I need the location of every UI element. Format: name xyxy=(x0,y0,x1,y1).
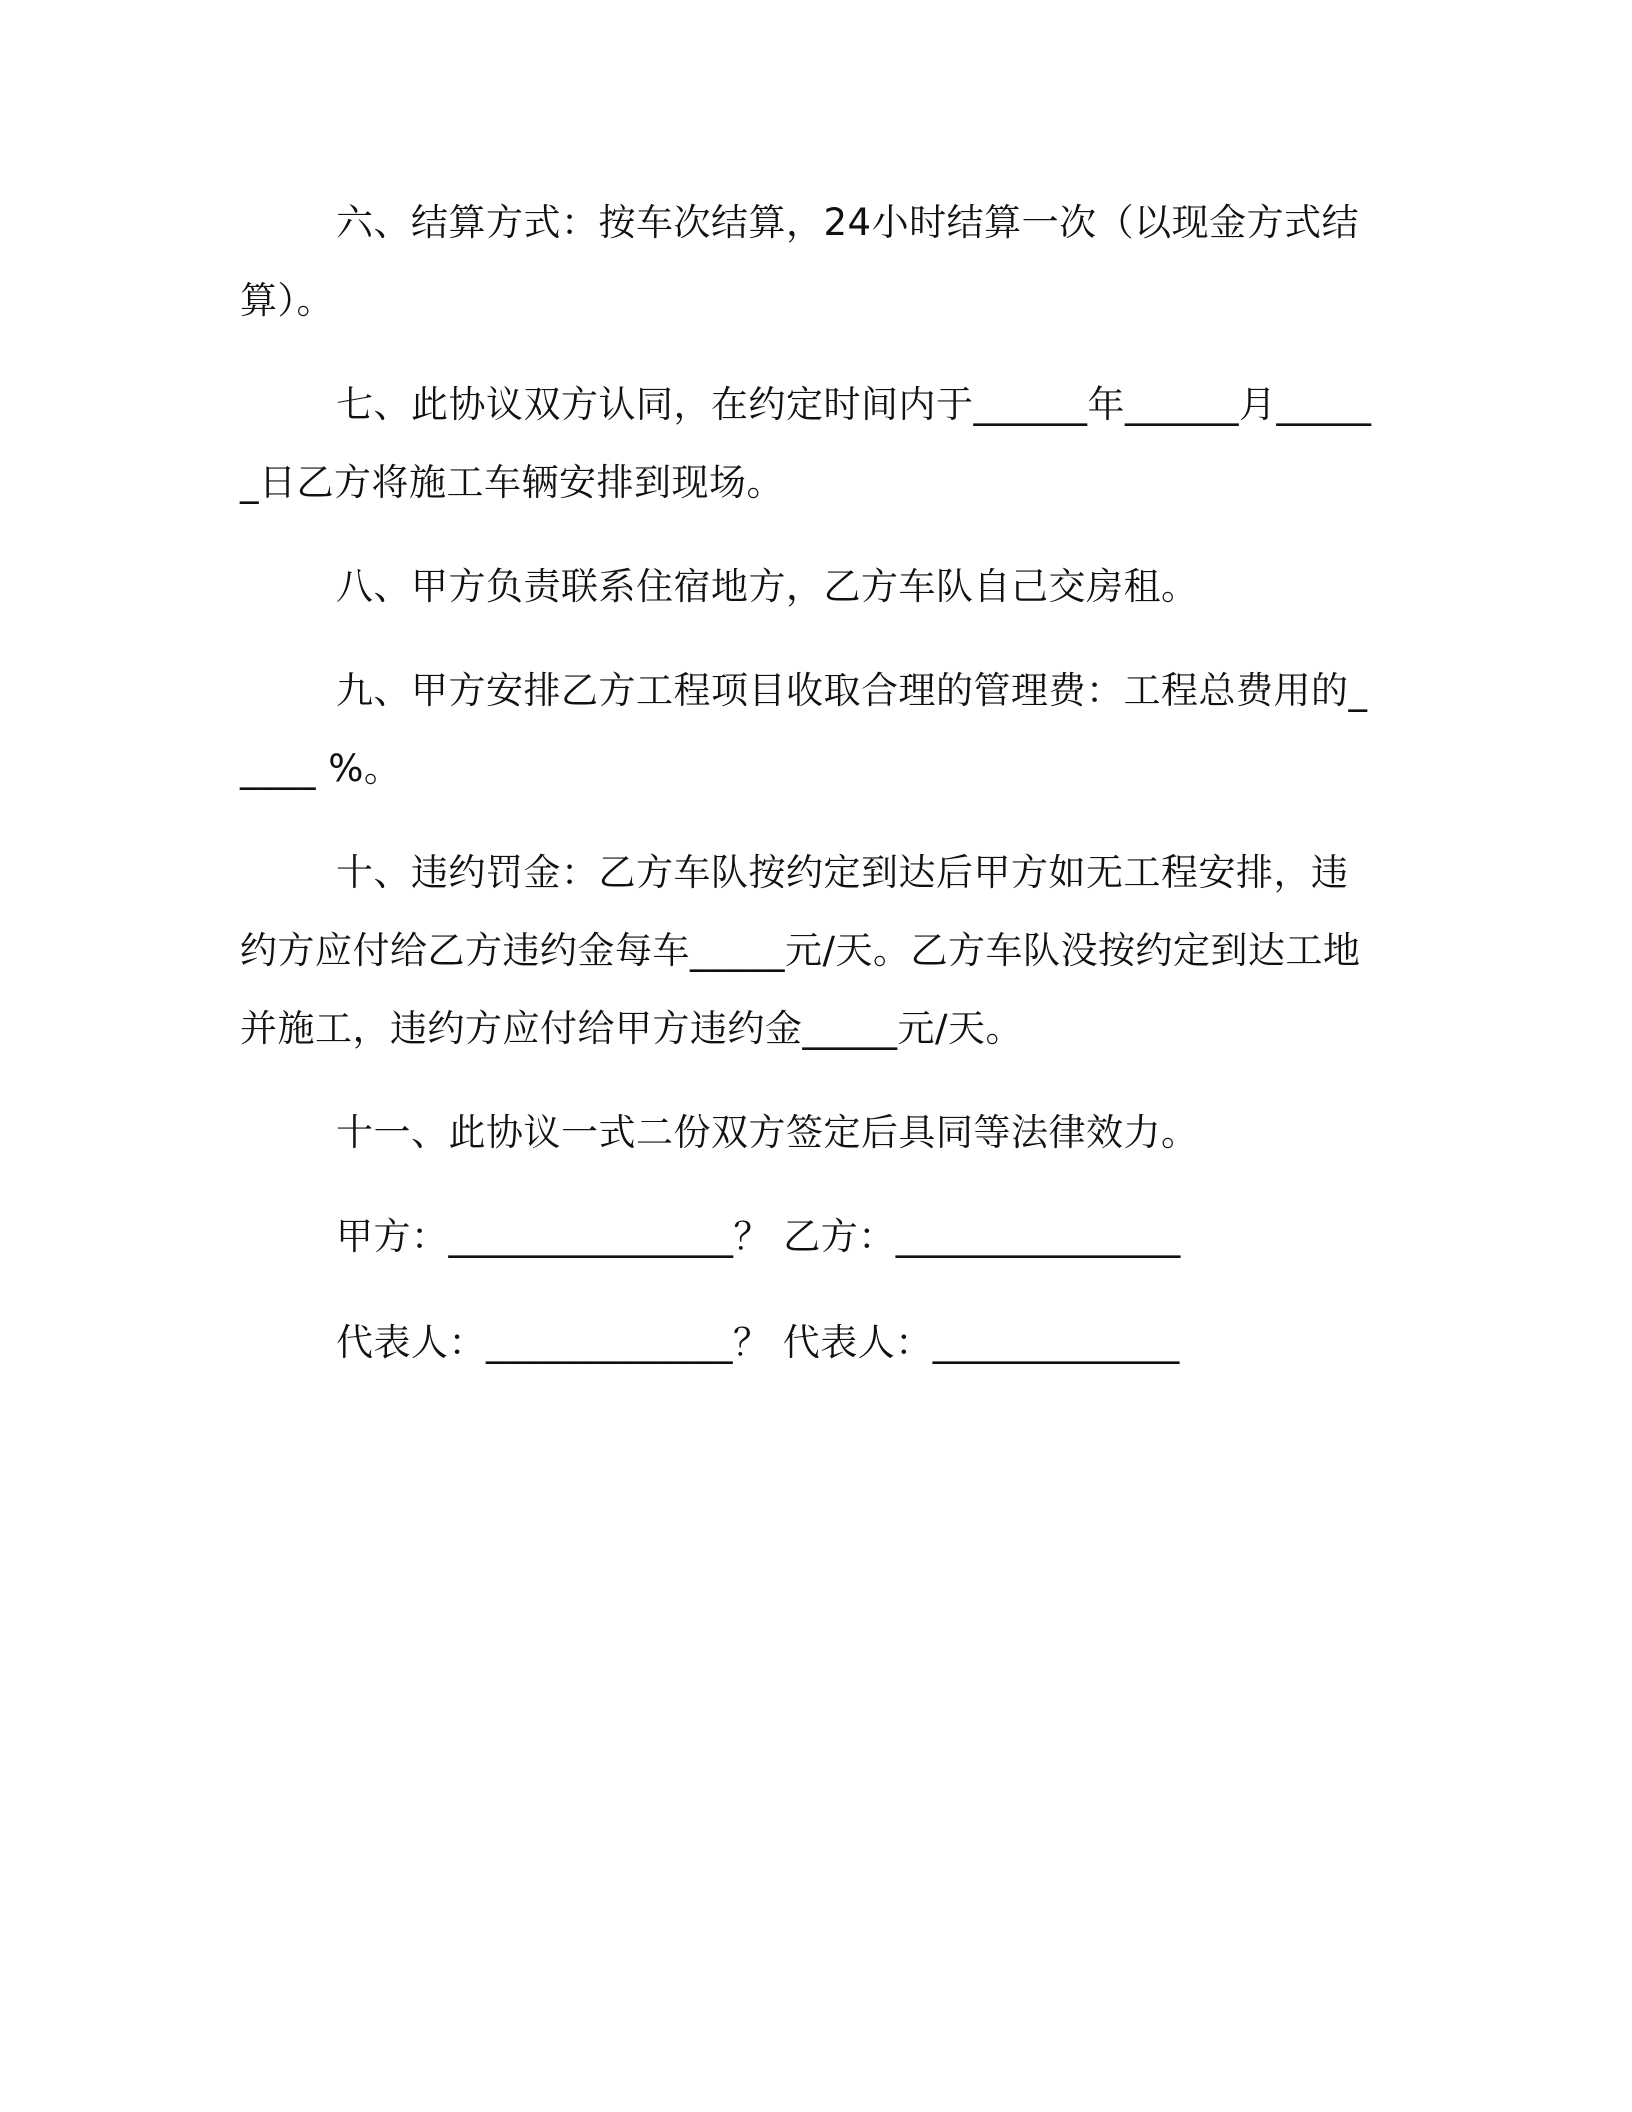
clause-10-penalty: 十、违约罚金：乙方车队按约定到达后甲方如无工程安排，违约方应付给乙方违约金每车_____元/天。乙方车队没按约定到达工地并施工，违约方应付给甲方违约金_____元/天。 xyxy=(240,851,1361,1050)
document-body xyxy=(240,184,1380,1410)
signature-representatives-line: 代表人：_____________？ 代表人：_____________ xyxy=(336,1321,1180,1364)
clause-8-lodging: 八、甲方负责联系住宿地方，乙方车队自己交房租。 xyxy=(336,565,1199,608)
clause-9-management-fee: 九、甲方安排乙方工程项目收取合理的管理费：工程总费用的_____ %。 xyxy=(240,669,1368,790)
clause-7-schedule: 七、此协议双方认同，在约定时间内于______年______月______日乙方将施工车辆安排到现场。 xyxy=(240,383,1372,504)
clause-6-settlement: 六、结算方式：按车次结算，24小时结算一次（以现金方式结算）。 xyxy=(240,201,1360,322)
clause-11-validity: 十一、此协议一式二份双方签定后具同等法律效力。 xyxy=(336,1111,1199,1154)
signature-parties-line: 甲方：_______________？ 乙方：_______________ xyxy=(336,1215,1181,1258)
